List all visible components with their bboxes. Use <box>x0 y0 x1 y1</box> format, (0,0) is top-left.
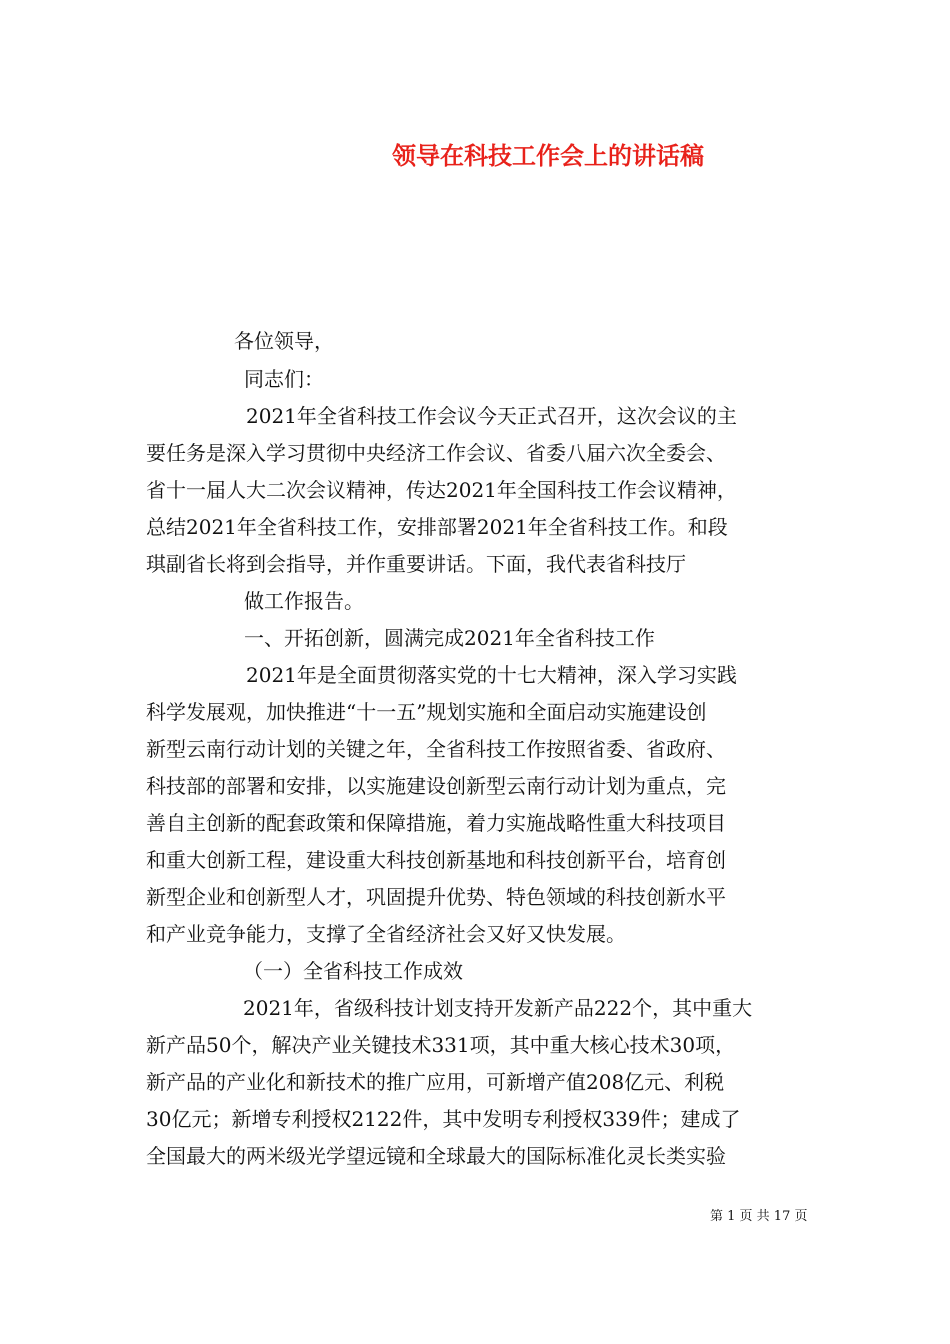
paragraph-line: 各位领导， <box>234 329 334 353</box>
paragraph-line: 2021年全省科技工作会议今天正式召开，这次会议的主 <box>246 404 737 428</box>
paragraph-line: 全国最大的两米级光学望远镜和全球最大的国际标准化灵长类实验 <box>146 1144 726 1168</box>
paragraph-line: 科技部的部署和安排，以实施建设创新型云南行动计划为重点，完 <box>146 774 726 798</box>
paragraph-line: 新产品50个，解决产业关键技术331项，其中重大核心技术30项， <box>146 1033 736 1057</box>
paragraph-line: 善自主创新的配套政策和保障措施，着力实施战略性重大科技项目 <box>146 811 726 835</box>
paragraph-line: 新型云南行动计划的关键之年，全省科技工作按照省委、省政府、 <box>146 737 726 761</box>
paragraph-line: 2021年，省级科技计划支持开发新产品222个，其中重大 <box>243 996 753 1020</box>
paragraph-line: 和重大创新工程，建设重大科技创新基地和科技创新平台，培育创 <box>146 848 726 872</box>
paragraph-line: 做工作报告。 <box>244 589 364 613</box>
page-footer: 第 1 页 共 17 页 <box>710 1209 808 1224</box>
paragraph-line: 新型企业和创新型人才，巩固提升优势、特色领域的科技创新水平 <box>146 885 726 909</box>
paragraph-line: 总结2021年全省科技工作，安排部署2021年全省科技工作。和段 <box>146 515 728 539</box>
paragraph-line: 和产业竞争能力，支撑了全省经济社会又好又快发展。 <box>146 922 626 946</box>
paragraph-line: 省十一届人大二次会议精神，传达2021年全国科技工作会议精神， <box>146 478 737 502</box>
document-title: 领导在科技工作会上的讲话稿 <box>392 141 704 170</box>
paragraph-line: 琪副省长将到会指导，并作重要讲话。下面，我代表省科技厅 <box>146 552 686 576</box>
paragraph-line: 新产品的产业化和新技术的推广应用，可新增产值208亿元、利税 <box>146 1070 725 1094</box>
paragraph-line: 30亿元；新增专利授权2122件，其中发明专利授权339件；建成了 <box>146 1107 741 1131</box>
subsection-heading: （一）全省科技工作成效 <box>243 959 463 983</box>
paragraph-line: 2021年是全面贯彻落实党的十七大精神，深入学习实践 <box>246 663 737 687</box>
section-heading: 一、开拓创新，圆满完成2021年全省科技工作 <box>244 626 655 650</box>
paragraph-line: 要任务是深入学习贯彻中央经济工作会议、省委八届六次全委会、 <box>146 441 726 465</box>
paragraph-line: 科学发展观，加快推进“十一五”规划实施和全面启动实施建设创 <box>146 700 707 724</box>
paragraph-line: 同志们： <box>244 367 324 391</box>
